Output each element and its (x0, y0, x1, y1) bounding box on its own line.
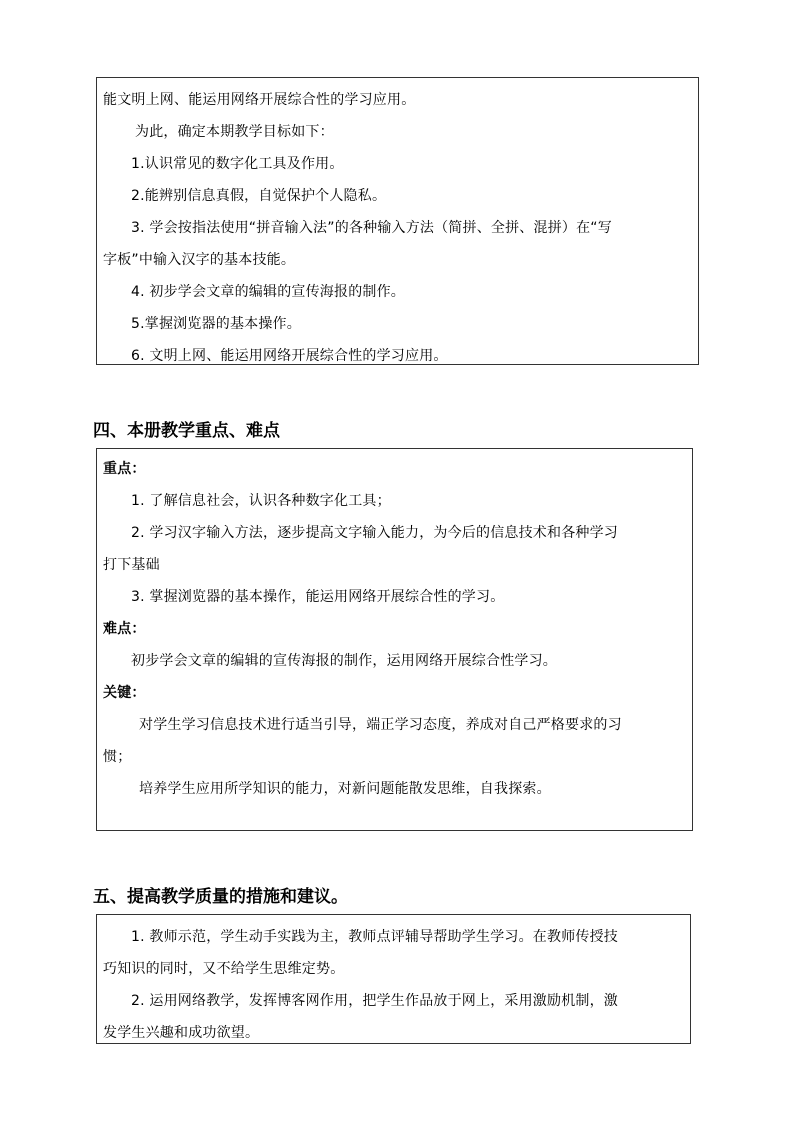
objective-line: 字板”中输入汉字的基本技能。 (103, 252, 296, 268)
measure-line: 巧知识的同时，又不给学生思维定势。 (103, 961, 345, 977)
objective-line: 6. 文明上网、能运用网络开展综合性的学习应用。 (131, 348, 448, 364)
objective-line: 2.能辨别信息真假，自觉保护个人隐私。 (131, 188, 387, 204)
objective-line: 能文明上网、能运用网络开展综合性的学习应用。 (103, 92, 416, 108)
measure-line: 2. 运用网络教学，发挥博客网作用，把学生作品放于网上，采用激励机制，激 (131, 993, 619, 1009)
measure-line: 1. 教师示范，学生动手实践为主，教师点评辅导帮助学生学习。在教师传授技 (131, 929, 619, 945)
key-point-line: 3. 掌握浏览器的基本操作，能运用网络开展综合性的学习。 (131, 589, 505, 605)
key-line: 惯； (103, 749, 132, 765)
objective-line: 为此，确定本期教学目标如下： (135, 124, 334, 140)
key-line: 对学生学习信息技术进行适当引导，端正学习态度，养成对自己严格要求的习 (139, 717, 622, 733)
objective-line: 4. 初步学会文章的编辑的宣传海报的制作。 (131, 284, 406, 300)
measures-box (96, 914, 691, 1044)
difficulties-label: 难点： (103, 621, 146, 637)
keys-label: 关键： (103, 685, 146, 701)
key-line: 培养学生应用所学知识的能力，对新问题能散发思维，自我探索。 (139, 781, 551, 797)
objective-line: 5.掌握浏览器的基本操作。 (131, 316, 301, 332)
objectives-box (96, 77, 699, 365)
key-points-box (96, 448, 693, 831)
objective-line: 1.认识常见的数字化工具及作用。 (131, 156, 344, 172)
key-point-line: 2. 学习汉字输入方法，逐步提高文字输入能力，为今后的信息技术和各种学习 (131, 525, 619, 541)
key-point-line: 打下基础 (103, 557, 160, 573)
key-points-label: 重点： (103, 461, 146, 477)
measure-line: 发学生兴趣和成功欲望。 (103, 1025, 260, 1041)
objective-line: 3. 学会按指法使用“拼音输入法”的各种输入方法（简拼、全拼、混拼）在“写 (131, 220, 612, 236)
section-heading-4: 四、本册教学重点、难点 (93, 421, 280, 441)
difficulty-line: 初步学会文章的编辑的宣传海报的制作，运用网络开展综合性学习。 (131, 653, 557, 669)
section-heading-5: 五、提高教学质量的措施和建议。 (93, 887, 348, 907)
key-point-line: 1. 了解信息社会，认识各种数字化工具； (131, 493, 391, 509)
